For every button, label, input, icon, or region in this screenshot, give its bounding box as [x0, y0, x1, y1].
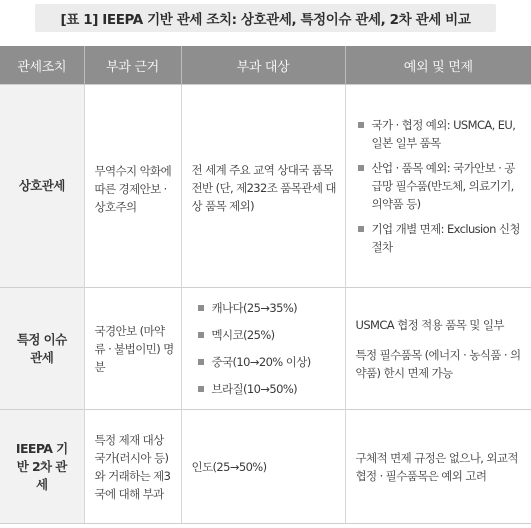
exemption-list	[356, 116, 526, 256]
list-item: 국가 · 협정 예외: USMCA, EU, 일본 일부 품목	[356, 116, 526, 152]
header-measure: 관세조치	[0, 46, 84, 85]
row-exemption	[345, 85, 531, 288]
list-item: 캐나다(25→35%)	[196, 299, 339, 317]
row-exemption	[345, 288, 531, 410]
row-exemption: 구체적 면제 규정은 없으나, 외교적 협정 · 필수품목은 예외 고려	[345, 410, 531, 524]
list-item: 멕시코(25%)	[196, 326, 339, 344]
row-basis: 무역수지 악화에 따른 경제안보 · 상호주의	[84, 85, 181, 288]
list-item: 산업 · 품목 예외: 국가안보 · 공급망 필수품(반도체, 의료기기, 의약품 등)	[356, 159, 526, 213]
exemption-text: USMCA 협정 적용 품목 및 일부	[355, 317, 504, 332]
header-basis: 부과 근거	[84, 46, 181, 85]
table-row	[0, 410, 531, 524]
row-target	[181, 288, 345, 410]
list-item: 중국(10→20% 이상)	[196, 353, 339, 371]
header-row	[0, 46, 531, 85]
row-target: 전 세계 주요 교역 상대국 품목 전반 (단, 제232조 품목관세 대상 품목 제외)	[181, 85, 345, 288]
header-target: 부과 대상	[181, 46, 345, 85]
target-list	[196, 299, 339, 398]
row-basis: 국경안보 (마약류 · 불법이민) 명분	[84, 288, 181, 410]
table-row	[0, 85, 531, 288]
list-item: 기업 개별 면제: Exclusion 신청 절차	[356, 220, 526, 256]
header-exemption: 예외 및 면제	[345, 46, 531, 85]
row-target: 인도(25→50%)	[181, 410, 345, 524]
exemption-text: 특정 필수품목 (에너지 · 농식품 · 의약품) 한시 면제 가능	[355, 347, 521, 380]
table-caption: [표 1] IEEPA 기반 관세 조치: 상호관세, 특정이슈 관세, 2차 관세 비교	[35, 4, 496, 32]
row-measure: 상호관세	[0, 85, 84, 288]
row-basis: 특정 제재 대상 국가(러시아 등)와 거래하는 제3국에 대해 부과	[84, 410, 181, 524]
table-row	[0, 288, 531, 410]
comparison-table	[0, 46, 531, 524]
list-item: 브라질(10→50%)	[196, 380, 339, 398]
row-measure: IEEPA 기반 2차 관세	[0, 410, 84, 524]
row-measure: 특정 이슈 관세	[0, 288, 84, 410]
